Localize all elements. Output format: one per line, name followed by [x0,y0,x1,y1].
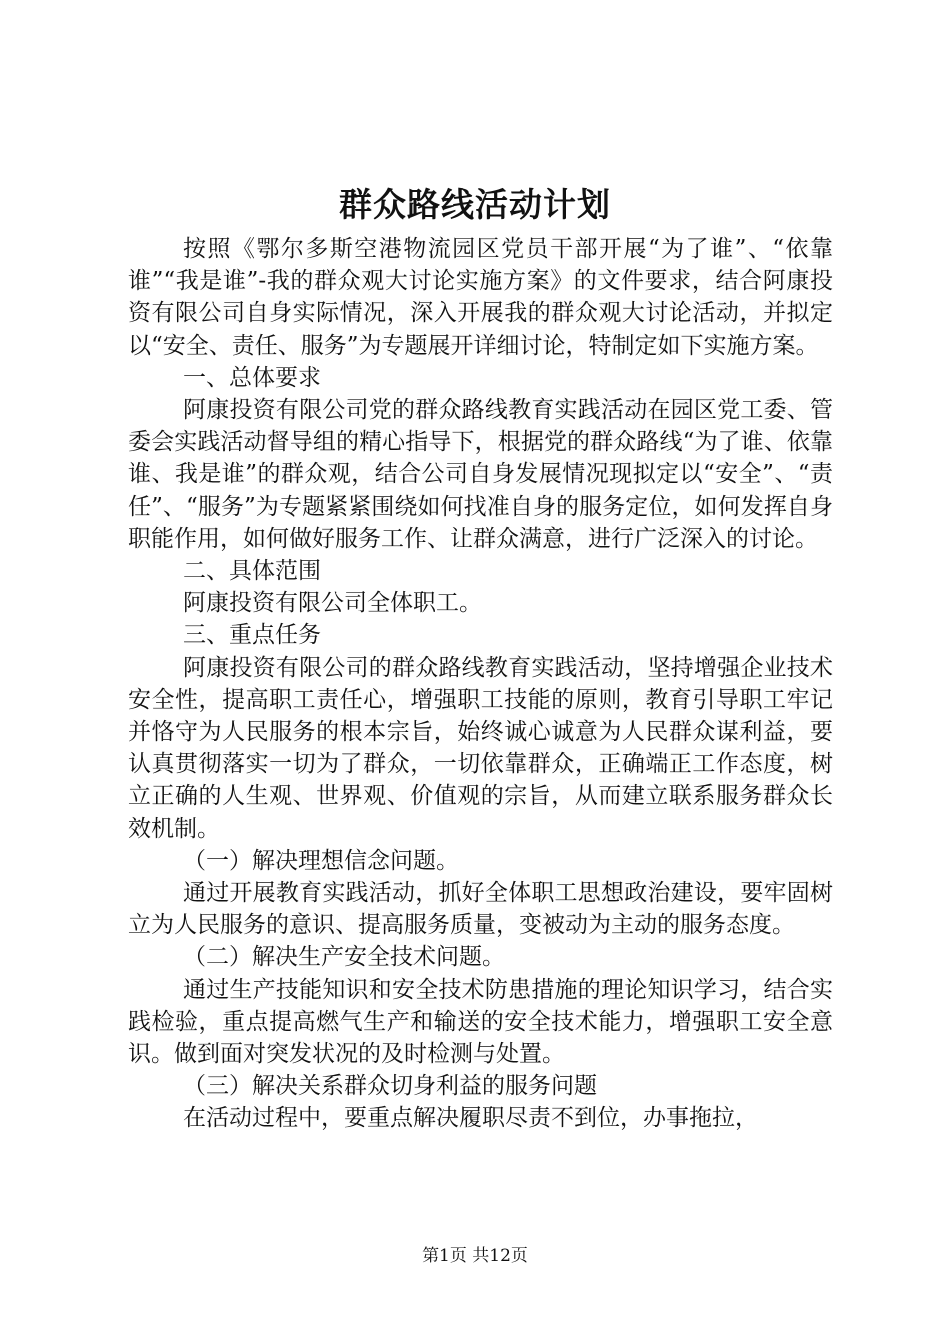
subheading-ideals: （一）解决理想信念问题。 [183,847,459,874]
subheading-safety: （二）解决生产安全技术问题。 [183,944,505,971]
ideals-paragraph: 通过开展教育实践活动，抓好全体职工思想政治建设，要牢固树立为人民服务的意识、提高服务质量，变被动为主动的服务态度。 [128,880,833,939]
section-heading-scope: 二、具体范围 [183,558,321,585]
key-tasks-paragraph: 阿康投资有限公司的群众路线教育实践活动，坚持增强企业技术安全性，提高职工责任心，增强职工技能的原则，教育引导职工牢记并恪守为人民服务的根本宗旨，始终诚心诚意为人民群众谋利益，要认真贯彻落实一切为了群众，一切依靠群众，正确端正工作态度，树立正确的人生观、世界观、价值观的宗旨，从而建立联系服务群众长效机制。 [128,654,833,842]
safety-paragraph: 通过生产技能知识和安全技术防患措施的理论知识学习，结合实践检验，重点提高燃气生产和输送的安全技术能力，增强职工安全意识。做到面对突发状况的及时检测与处置。 [128,976,833,1068]
subheading-service: （三）解决关系群众切身利益的服务问题 [183,1073,597,1100]
document-title: 群众路线活动计划 [339,185,611,224]
document-body [128,233,833,1135]
intro-paragraph: 按照《鄂尔多斯空港物流园区党员干部开展“为了谁”、“依靠谁”“我是谁”-我的群众观大讨论实施方案》的文件要求，结合阿康投资有限公司自身实际情况，深入开展我的群众观大讨论活动，并拟定以“安全、责任、服务”为专题展开详细讨论，特制定如下实施方案。 [128,236,833,359]
general-requirements-paragraph: 阿康投资有限公司党的群众路线教育实践活动在园区党工委、管委会实践活动督导组的精心指导下，根据党的群众路线“为了谁、依靠谁、我是谁”的群众观，结合公司自身发展情况现拟定以“安全”、“责任”、“服务”为专题紧紧围绕如何找准自身的服务定位，如何发挥自身职能作用，如何做好服务工作、让群众满意，进行广泛深入的讨论。 [128,397,833,552]
section-heading-general-requirements: 一、总体要求 [183,364,321,391]
page-footer: 第1页 共12页 [422,1246,528,1266]
section-heading-key-tasks: 三、重点任务 [183,622,321,649]
scope-paragraph: 阿康投资有限公司全体职工。 [183,590,482,617]
service-paragraph: 在活动过程中，要重点解决履职尽责不到位，办事拖拉， [183,1105,758,1132]
